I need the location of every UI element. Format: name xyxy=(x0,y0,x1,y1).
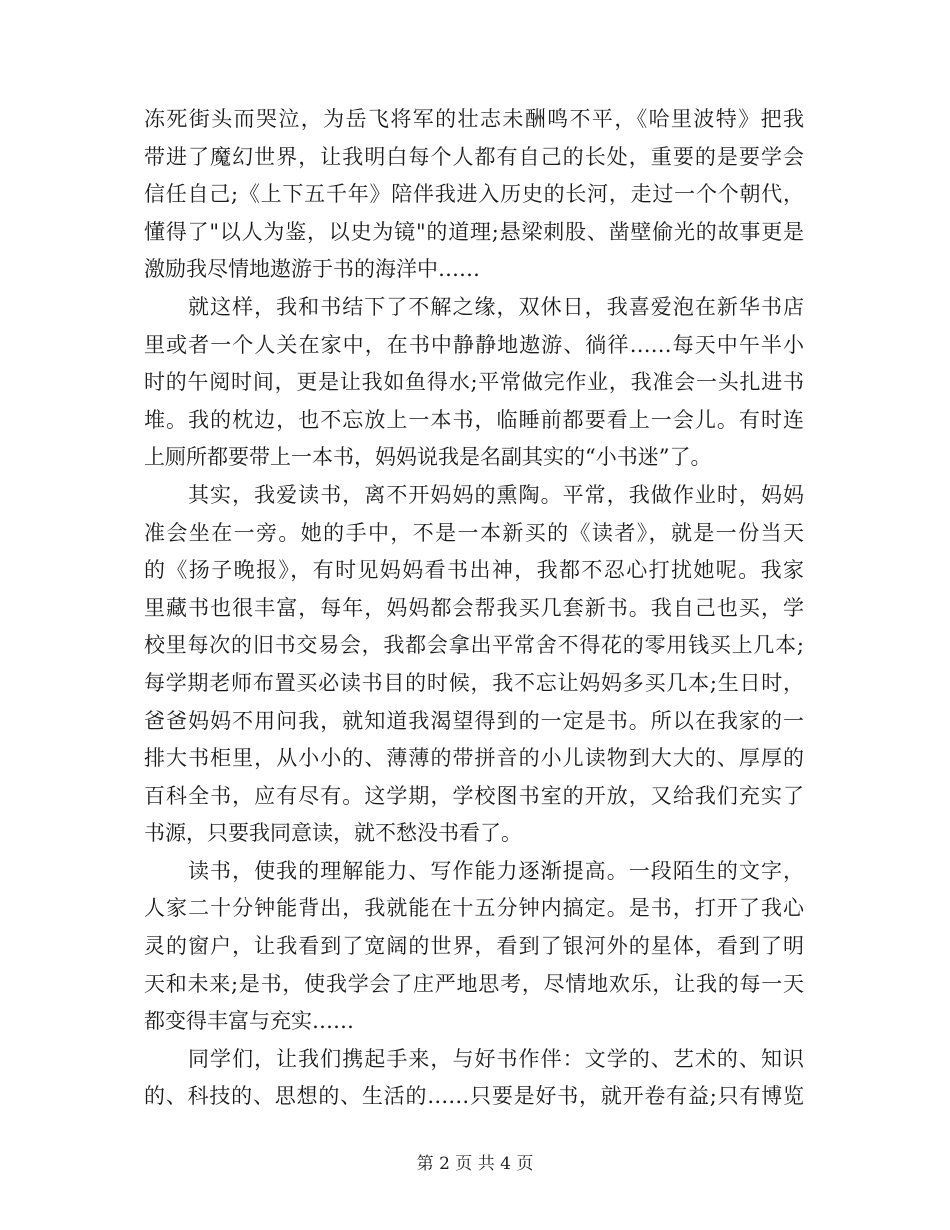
text-line: 爸爸妈妈不用问我，就知道我渴望得到的一定是书。所以在我家的一 xyxy=(144,708,804,733)
text-line: 带进了魔幻世界，让我明白每个人都有自己的长处，重要的是要学会 xyxy=(144,144,804,169)
text-line: 天和未来;是书，使我学会了庄严地思考，尽情地欢乐，让我的每一天 xyxy=(144,971,804,996)
text-line: 里或者一个人关在家中，在书中静静地遨游、徜徉……每天中午半小 xyxy=(144,332,804,357)
text-line: 每学期老师布置买必读书目的时候，我不忘让妈妈多买几本;生日时， xyxy=(144,670,804,695)
text-line: 的《扬子晚报》，有时见妈妈看书出神，我都不忍心打扰她呢。我家 xyxy=(144,558,804,583)
text-line: 懂得了"以人为鉴，以史为镜"的道理;悬梁刺股、凿壁偷光的故事更是 xyxy=(144,219,804,244)
paragraph-first-line: 同学们，让我们携起手来，与好书作伴：文学的、艺术的、知识 xyxy=(188,1046,804,1071)
text-line: 都变得丰富与充实…… xyxy=(144,1009,354,1034)
text-line: 上厕所都要带上一本书，妈妈说我是名副其实的“小书迷”了。 xyxy=(144,445,712,470)
text-line: 的、科技的、思想的、生活的……只要是好书，就开卷有益;只有博览 xyxy=(144,1084,804,1109)
text-line: 书源，只要我同意读，就不愁没书看了。 xyxy=(144,821,522,846)
text-line: 信任自己;《上下五千年》陪伴我进入历史的长河，走过一个个朝代， xyxy=(144,182,804,207)
text-line: 冻死街头而哭泣，为岳飞将军的壮志未酬鸣不平，《哈里波特》把我 xyxy=(144,107,804,131)
text-line: 灵的窗户，让我看到了宽阔的世界，看到了银河外的星体，看到了明 xyxy=(144,934,804,959)
paragraph-first-line: 就这样，我和书结下了不解之缘，双休日，我喜爱泡在新华书店 xyxy=(188,294,804,319)
text-line: 排大书柜里，从小小的、薄薄的带拼音的小儿读物到大大的、厚厚的 xyxy=(144,746,804,771)
text-line: 里藏书也很丰富，每年，妈妈都会帮我买几套新书。我自己也买，学 xyxy=(144,595,804,620)
paragraph-first-line: 其实，我爱读书，离不开妈妈的熏陶。平常，我做作业时，妈妈 xyxy=(188,482,804,507)
paragraph-first-line: 读书，使我的理解能力、写作能力逐渐提高。一段陌生的文字， xyxy=(188,858,804,883)
text-line: 人家二十分钟能背出，我就能在十五分钟内搞定。是书，打开了我心 xyxy=(144,896,804,921)
text-line: 时的午阅时间，更是让我如鱼得水;平常做完作业，我准会一头扎进书 xyxy=(144,370,804,395)
text-line: 堆。我的枕边，也不忘放上一本书，临睡前都要看上一会儿。有时连 xyxy=(144,407,804,432)
text-line: 校里每次的旧书交易会，我都会拿出平常舍不得花的零用钱买上几本; xyxy=(144,633,804,658)
text-line: 激励我尽情地遨游于书的海洋中…… xyxy=(144,257,480,282)
document-body xyxy=(144,101,804,1116)
text-line: 准会坐在一旁。她的手中，不是一本新买的《读者》，就是一份当天 xyxy=(144,520,804,545)
page-footer: 第 2 页 共 4 页 xyxy=(416,1154,534,1174)
text-line: 百科全书，应有尽有。这学期，学校图书室的开放，又给我们充实了 xyxy=(144,783,804,808)
